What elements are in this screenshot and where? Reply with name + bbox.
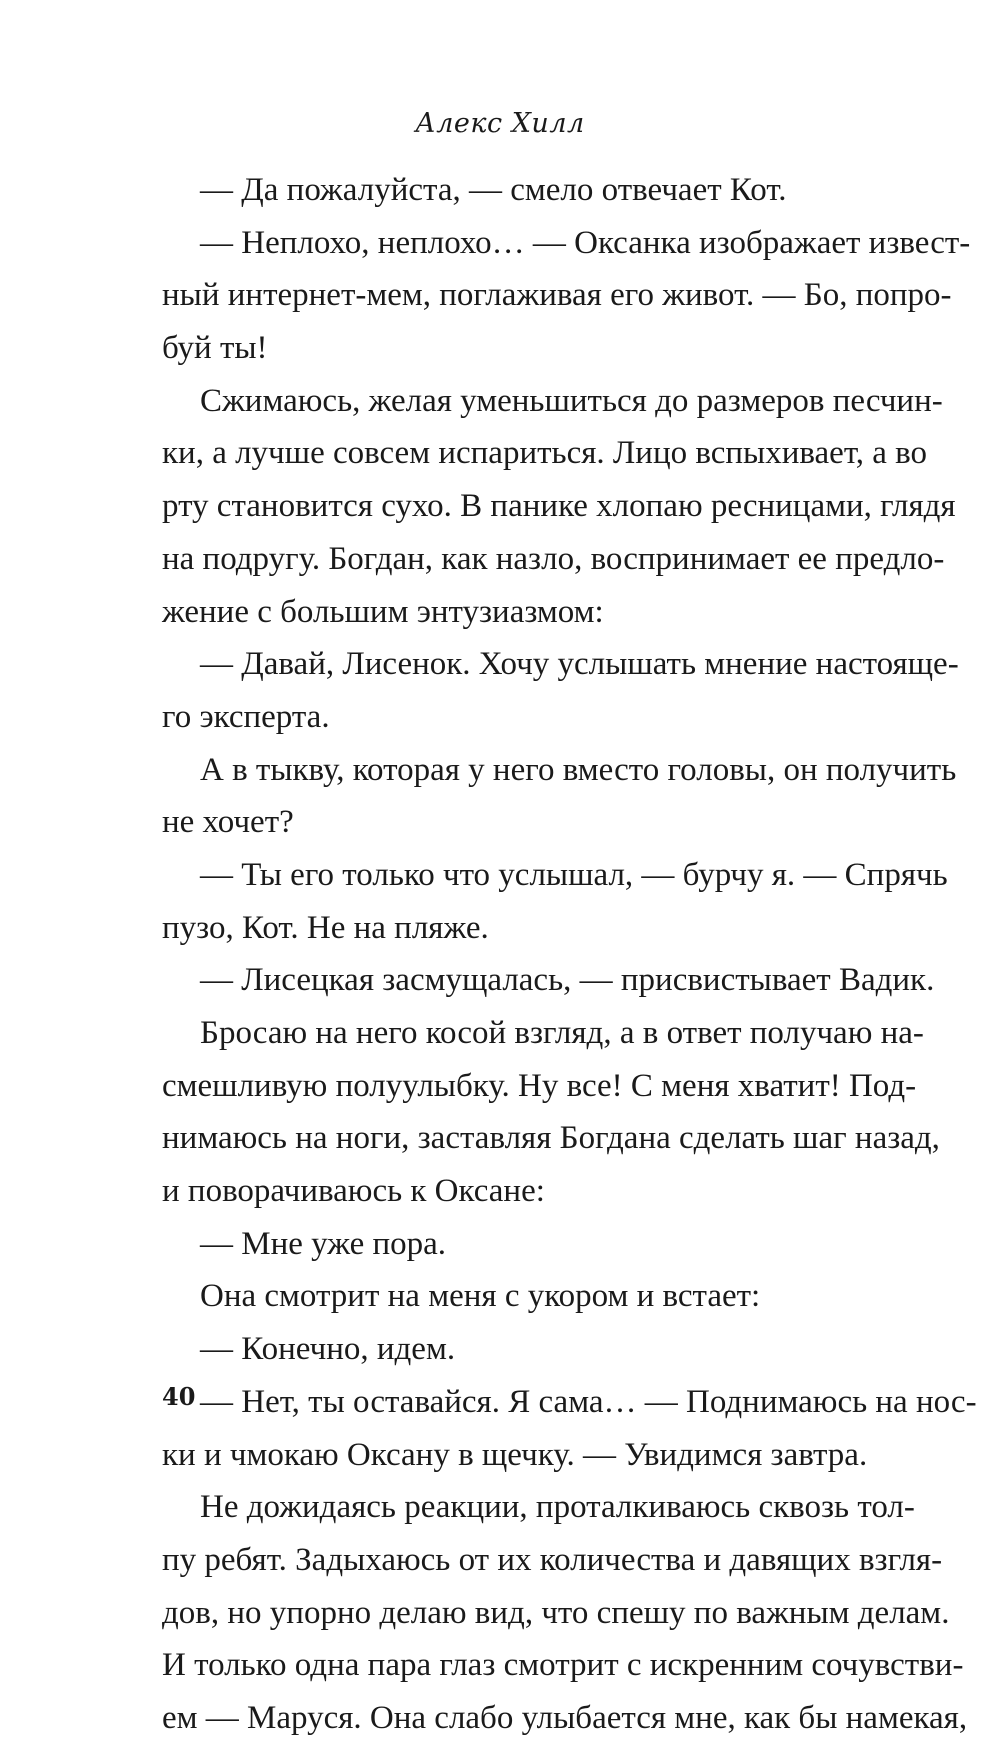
text-line: пу ребят. Задыхаюсь от их количества и давящих взгля-	[162, 1541, 943, 1578]
text-line: пузо, Кот. Не на пляже.	[162, 909, 489, 946]
text-line: — Мне уже пора.	[200, 1225, 447, 1262]
text-line: и поворачиваюсь к Оксане:	[162, 1173, 545, 1210]
text-line: — Да пожалуйста, — смело отвечает Кот.	[200, 172, 787, 208]
running-header-author: Алекс Хилл	[415, 108, 585, 139]
text-line: И только одна пара глаз смотрит с искренним сочувстви-	[162, 1647, 964, 1684]
text-line: нимаюсь на ноги, заставляя Богдана сделать шаг назад,	[162, 1120, 940, 1157]
text-line: ки, а лучше совсем испариться. Лицо вспыхивает, а во	[162, 435, 928, 472]
text-line: жение с большим энтузиазмом:	[162, 593, 604, 630]
text-line: — Давай, Лисенок. Хочу услышать мнение настояще-	[200, 646, 959, 683]
text-line: — Ты его только что услышал, — бурчу я. — Спрячь	[200, 856, 948, 893]
text-line: смешливую полуулыбку. Ну все! С меня хватит! Под-	[162, 1067, 917, 1104]
body-text	[162, 164, 977, 1745]
text-line: ки и чмокаю Оксану в щечку. — Увидимся завтра.	[162, 1436, 868, 1473]
text-line: — Лисецкая засмущалась, — присвистывает Вадик.	[200, 962, 935, 999]
text-line: рту становится сухо. В панике хлопаю ресницами, глядя	[162, 488, 956, 525]
text-line: Она смотрит на меня с укором и встает:	[200, 1278, 761, 1315]
text-line: не хочет?	[162, 804, 294, 841]
text-line: Не дожидаясь реакции, проталкиваюсь сквозь тол-	[200, 1489, 915, 1526]
text-line: А в тыкву, которая у него вместо головы, он получить	[200, 751, 957, 788]
text-line: Сжимаюсь, желая уменьшиться до размеров песчин-	[200, 382, 943, 419]
text-line: — Неплохо, неплохо… — Оксанка изображает извест-	[200, 224, 971, 261]
text-line: — Нет, ты оставайся. Я сама… — Поднимаюсь на нос-	[200, 1383, 977, 1420]
text-line: ем — Маруся. Она слабо улыбается мне, как бы намекая,	[162, 1699, 968, 1736]
text-line: на подругу. Богдан, как назло, воспринимает ее предло-	[162, 540, 945, 577]
text-line: ный интернет-мем, поглаживая его живот. — Бо, попро-	[162, 277, 952, 314]
page-number: 40	[162, 1382, 196, 1411]
text-line: буй ты!	[162, 330, 268, 367]
text-line: Бросаю на него косой взгляд, а в ответ получаю на-	[200, 1015, 924, 1051]
text-line: — Конечно, идем.	[200, 1331, 456, 1368]
text-line: го эксперта.	[162, 698, 330, 735]
text-line: дов, но упорно делаю вид, что спешу по важным делам.	[162, 1594, 950, 1631]
